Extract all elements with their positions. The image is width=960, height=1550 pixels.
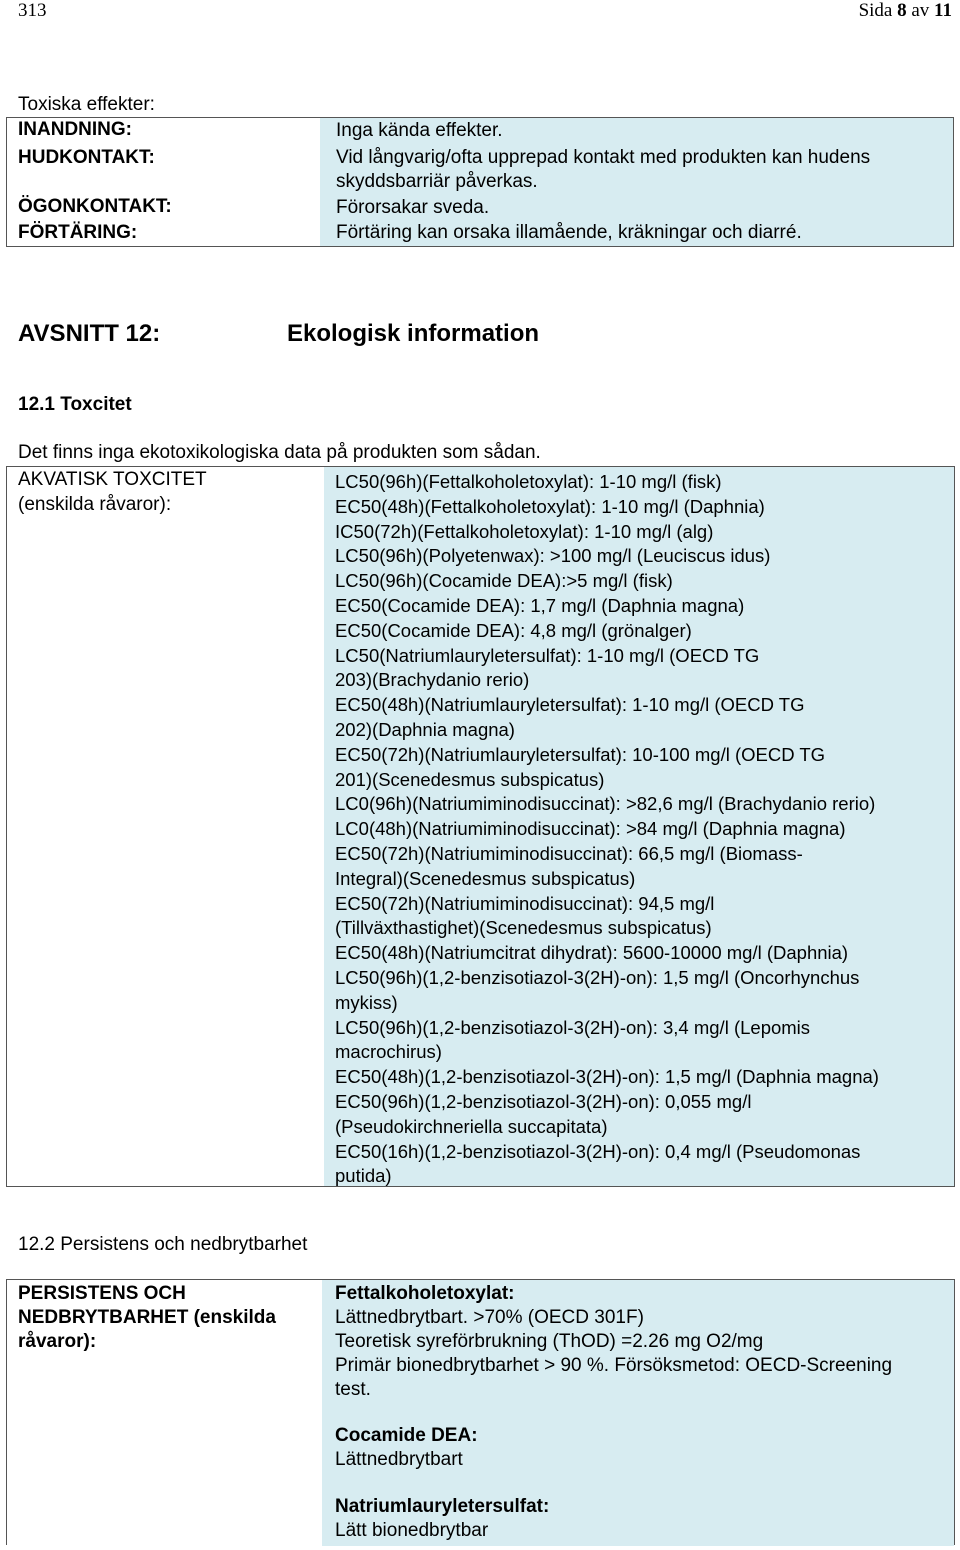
persistence-line: Primär bionedbrytbarhet > 90 %. Försöksmetod: OECD-Screening [335,1355,893,1376]
persistence-line: Lättnedbrytbart [335,1449,463,1470]
aquatic-toxicity-label-cell [7,467,323,1186]
aquatic-toxicity-line: LC50(96h)(1,2-benzisotiazol-3(2H)-on): 1,5 mg/l (Oncorhynchus [335,966,860,988]
persistence-line: test. [335,1379,371,1400]
aquatic-toxicity-line: Integral)(Scenedesmus subspicatus) [335,867,636,889]
label-skin-contact: HUDKONTAKT: [18,147,155,168]
toxic-effects-title: Toxiska effekter: [18,94,155,115]
aquatic-toxicity-line: LC50(96h)(Cocamide DEA):>5 mg/l (fisk) [335,570,673,592]
persistence-subtitle: 12.2 Persistens och nedbrytbarhet [18,1234,308,1255]
persistence-label-line1: PERSISTENS OCH [18,1283,186,1304]
aquatic-toxicity-line: EC50(72h)(Natriumlauryletersulfat): 10-100 mg/l (OECD TG [335,743,826,765]
persistence-line: Teoretisk syreförbrukning (ThOD) =2.26 mg O2/mg [335,1331,764,1352]
aquatic-toxicity-line: EC50(48h)(Fettalkoholetoxylat): 1-10 mg/l (Daphnia) [335,495,765,517]
persistence-label [18,1282,308,1354]
document-number: 313 [18,0,47,21]
page-of: av [911,0,930,21]
aquatic-toxicity-line: EC50(72h)(Natriumiminodisuccinat): 66,5 mg/l (Biomass- [335,842,803,864]
page-indicator [859,0,952,22]
aquatic-toxicity-line: LC50(Natriumlauryletersulfat): 1-10 mg/l (OECD TG [335,644,760,666]
toxic-effects-values [320,118,953,246]
section-number: AVSNITT 12: [18,320,161,347]
aquatic-toxicity-line: 203)(Brachydanio rerio) [335,669,530,691]
aquatic-toxicity-table [6,466,955,1187]
aquatic-toxicity-line: 201)(Scenedesmus subspicatus) [335,768,605,790]
aquatic-toxicity-line: LC50(96h)(Polyetenwax): >100 mg/l (Leuciscus idus) [335,545,771,567]
persistence-block-heading: Cocamide DEA: [335,1425,478,1446]
label-ingestion: FÖRTÄRING: [18,222,138,243]
persistence-block-heading: Fettalkoholetoxylat: [335,1283,515,1304]
aquatic-toxicity-list [335,470,879,1189]
aquatic-toxicity-line: 202)(Daphnia magna) [335,718,515,740]
persistence-values-cell [322,1280,954,1546]
toxic-effects-table [6,117,954,247]
toxicity-note: Det finns inga ekotoxikologiska data på produkten som sådan. [18,442,541,463]
aquatic-toxicity-line: IC50(72h)(Fettalkoholetoxylat): 1-10 mg/l (alg) [335,520,714,542]
aquatic-toxicity-line: EC50(Cocamide DEA): 4,8 mg/l (grönalger) [335,619,692,641]
persistence-label-line2: NEDBRYTBARHET (enskilda [18,1307,276,1328]
value-eye-contact: Förorsakar sveda. [336,197,490,218]
aquatic-toxicity-line: LC0(96h)(Natriumiminodisuccinat): >82,6 mg/l (Brachydanio rerio) [335,793,876,815]
aquatic-toxicity-line: putida) [335,1165,392,1187]
aquatic-toxicity-line: LC50(96h)(1,2-benzisotiazol-3(2H)-on): 3,4 mg/l (Lepomis [335,1016,811,1038]
persistence-block-cocamide-dea [335,1424,478,1472]
page-current: 8 [897,0,907,21]
aquatic-toxicity-line: EC50(48h)(Natriumlauryletersulfat): 1-10 mg/l (OECD TG [335,694,805,716]
aquatic-toxicity-line: EC50(16h)(1,2-benzisotiazol-3(2H)-on): 0,4 mg/l (Pseudomonas [335,1140,861,1162]
page-label: Sida [858,0,893,21]
persistence-table [6,1279,955,1545]
aquatic-toxicity-line: LC50(96h)(Fettalkoholetoxylat): 1-10 mg/l (fisk) [335,471,722,492]
value-ingestion: Förtäring kan orsaka illamående, kräkningar och diarré. [336,222,802,243]
aquatic-toxicity-line: macrochirus) [335,1041,442,1063]
aquatic-toxicity-line: (Tillväxthastighet)(Scenedesmus subspicatus) [335,917,712,939]
aquatic-toxicity-line: EC50(48h)(Natriumcitrat dihydrat): 5600-10000 mg/l (Daphnia) [335,942,849,964]
persistence-block-fettalkoholetoxylat [335,1282,892,1402]
persistence-line: Lätt bionedbrytbar [335,1520,489,1541]
aquatic-toxicity-line: (Pseudokirchneriella succapitata) [335,1115,608,1137]
aquatic-toxicity-line: EC50(96h)(1,2-benzisotiazol-3(2H)-on): 0,055 mg/l [335,1090,752,1112]
persistence-block-heading: Natriumlauryletersulfat: [335,1496,550,1517]
aquatic-toxicity-line: EC50(48h)(1,2-benzisotiazol-3(2H)-on): 1,5 mg/l (Daphnia magna) [335,1066,879,1088]
aquatic-toxicity-line: mykiss) [335,991,398,1013]
toxicity-subtitle: 12.1 Toxcitet [18,394,132,415]
persistence-label-cell [7,1280,321,1546]
value-skin-contact-line1: Vid långvarig/ofta upprepad kontakt med produkten kan hudens [336,147,871,168]
aquatic-label-line1: AKVATISK TOXCITET [18,469,207,490]
aquatic-toxicity-values-cell [324,467,954,1186]
page-total: 11 [934,0,952,21]
aquatic-toxicity-label [18,467,207,517]
value-inhalation: Inga kända effekter. [336,120,503,141]
label-eye-contact: ÖGONKONTAKT: [18,196,172,217]
value-skin-contact-line2: skyddsbarriär påverkas. [336,171,538,192]
aquatic-toxicity-line: EC50(Cocamide DEA): 1,7 mg/l (Daphnia magna) [335,594,745,616]
label-inhalation: INANDNING: [18,119,132,140]
toxic-effects-labels [7,118,320,246]
persistence-block-natriumlauryletersulfat [335,1495,549,1543]
persistence-label-line3: råvaror): [18,1331,97,1352]
persistence-line: Lättnedbrytbart. >70% (OECD 301F) [335,1307,644,1328]
aquatic-toxicity-line: EC50(72h)(Natriumiminodisuccinat): 94,5 mg/l [335,892,715,914]
section-name: Ekologisk information [287,320,540,347]
aquatic-toxicity-line: LC0(48h)(Natriumiminodisuccinat): >84 mg/l (Daphnia magna) [335,818,846,840]
aquatic-label-line2: (enskilda råvaror): [18,494,172,515]
